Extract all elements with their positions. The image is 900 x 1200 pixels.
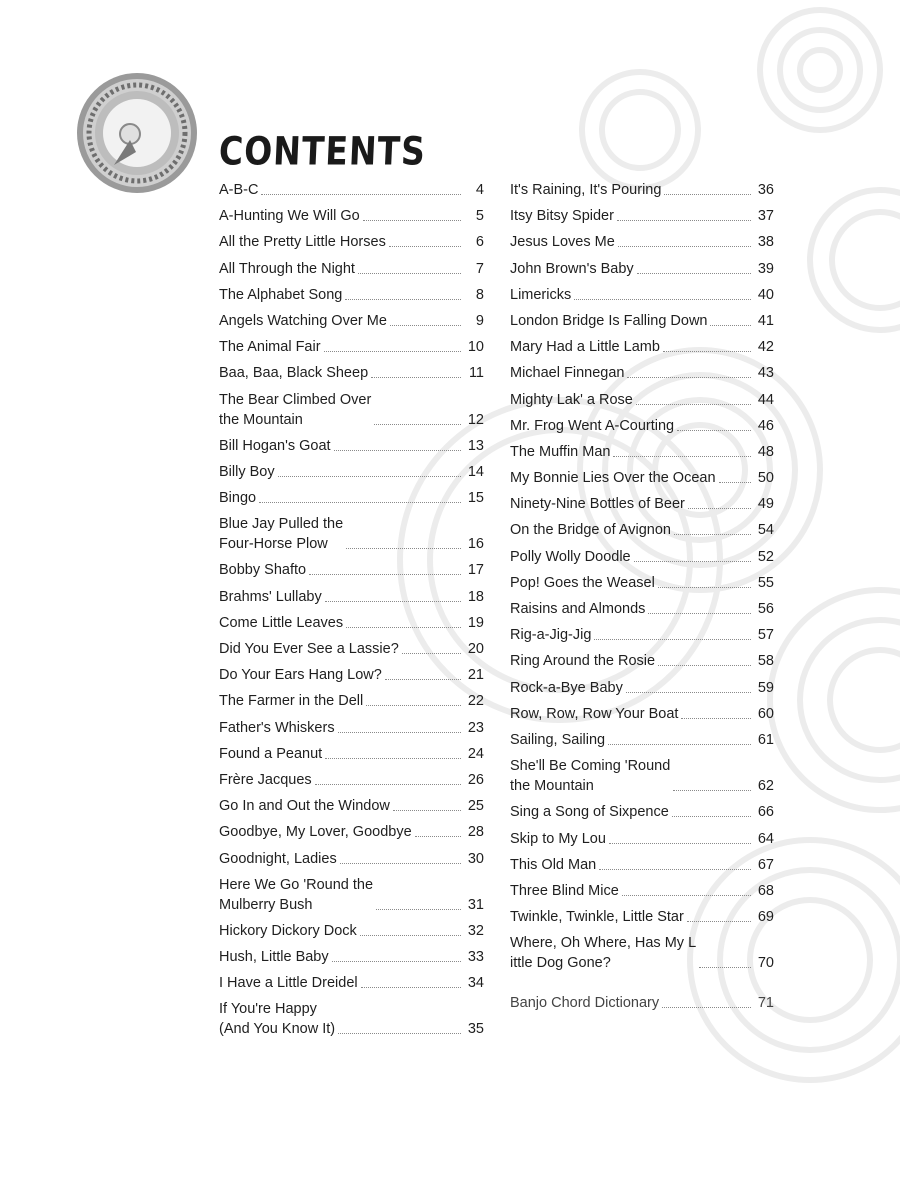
dot-leader [259,501,461,503]
toc-entry [510,180,774,200]
dot-leader [389,245,461,247]
toc-entry-title: Do Your Ears Hang Low? [219,667,382,684]
toc-entry-title: The Muffin Man [510,443,611,460]
toc-entry-title: Three Blind Mice [510,882,619,899]
toc-left-column [219,180,484,1046]
dot-leader [609,842,751,844]
toc-entry [219,390,484,430]
toc-entry-page: 19 [467,614,484,631]
toc-entry-page: 17 [467,562,484,579]
dot-leader [361,986,461,988]
toc-entry-title: The Farmer in the Dell [219,693,364,710]
toc-entry-page: 36 [757,182,774,198]
dot-leader [626,691,751,693]
toc-entry-page: 8 [475,286,484,303]
toc-entry-page: 7 [475,260,484,277]
toc-entry-page: 26 [467,771,484,788]
toc-entry [510,547,774,567]
dot-leader [415,835,461,837]
toc-entry [510,730,774,750]
toc-entry [510,829,774,849]
toc-entry-page: 59 [757,679,774,696]
toc-entry [510,599,774,619]
toc-entry-page: 62 [757,778,774,795]
toc-entry-page: 28 [467,824,484,841]
toc-entry [219,613,484,633]
toc-entry [510,651,774,671]
toc-entry-page: 70 [757,955,774,972]
toc-entry [510,933,774,973]
toc-entry-page: 54 [757,522,774,539]
toc-entry-page: 46 [757,417,774,434]
toc-entry [219,875,484,915]
toc-entry-page: 15 [467,490,484,507]
toc-entry-page: 14 [467,463,484,480]
toc-entry [219,744,484,764]
toc-entry [510,520,774,540]
toc-entry [219,947,484,967]
toc-entry-page: 49 [757,496,774,513]
toc-entry-page: 31 [467,896,484,913]
toc-entry-title: Goodbye, My Lover, Goodbye [219,824,412,841]
toc-entry-title: Row, Row, Row Your Boat [510,705,679,722]
toc-entry [219,587,484,607]
toc-entry-title: Goodnight, Ladies [219,850,337,867]
dot-leader [338,731,461,733]
dot-leader [677,429,751,431]
toc-entry-title: Ring Around the Rosie [510,653,656,670]
dot-leader [637,272,751,274]
dot-leader [608,743,751,745]
toc-entry-page: 25 [467,798,484,815]
toc-entry-title: Bill Hogan's Goat [219,437,331,454]
toc-entry-title: Blue Jay Pulled the Four-Horse Plow [219,516,344,553]
toc-entry [219,311,484,331]
toc-entry-title: It's Raining, It's Pouring [510,182,662,198]
toc-entry-page: 42 [757,339,774,356]
toc-entry-page: 23 [467,719,484,736]
toc-entry [219,639,484,659]
dot-leader [658,664,751,666]
toc-entry [219,691,484,711]
toc-entry-page: 35 [467,1021,484,1038]
toc-entry-title: On the Bridge of Avignon [510,522,671,539]
toc-entry-title: Angels Watching Over Me [219,312,387,329]
toc-entry [219,921,484,941]
toc-entry-title: Rock-a-Bye Baby [510,679,623,696]
toc-entry-title: Go In and Out the Window [219,798,390,815]
toc-entry-page: 33 [467,949,484,966]
toc-entry-page: 55 [757,574,774,591]
toc-entry-title: Sailing, Sailing [510,731,606,748]
toc-entry-title: Hush, Little Baby [219,949,329,966]
toc-entry [510,704,774,724]
toc-entry [510,907,774,927]
dot-leader [594,638,751,640]
toc-entry [510,494,774,514]
dot-leader [360,934,461,936]
dot-leader [366,704,461,706]
toc-entry [510,993,774,1013]
toc-entry [510,206,774,226]
toc-entry-page: 4 [475,182,484,198]
dot-leader [363,219,461,221]
toc-entry [510,678,774,698]
toc-entry-title: The Alphabet Song [219,286,343,303]
toc-entry-title: The Bear Climbed Over the Mountain [219,391,372,428]
toc-entry-title: A-Hunting We Will Go [219,208,360,225]
dot-leader [325,757,461,759]
dot-leader [261,193,461,195]
dot-leader [346,547,461,549]
toc-entry-page: 60 [757,705,774,722]
toc-entry-title: Hickory Dickory Dock [219,922,357,939]
toc-entry [219,849,484,869]
toc-entry-page: 16 [467,536,484,553]
toc-entry-page: 6 [475,234,484,251]
toc-entry [510,468,774,488]
toc-entry-title: Mighty Lak' a Rose [510,391,633,408]
dot-leader [719,481,751,483]
toc-entry-page: 43 [757,365,774,382]
toc-entry [510,756,774,796]
dot-leader [699,966,751,968]
dot-leader [613,455,751,457]
dot-leader [599,868,751,870]
toc-entry-title: All Through the Night [219,260,355,277]
toc-entry [219,973,484,993]
toc-entry-title: London Bridge Is Falling Down [510,312,708,329]
dot-leader [674,533,751,535]
toc-entry [510,337,774,357]
dot-leader [346,626,461,628]
dot-leader [634,560,751,562]
toc-entry-title: My Bonnie Lies Over the Ocean [510,470,716,487]
toc-entry-page: 20 [467,641,484,657]
dot-leader [309,573,461,575]
toc-entry-page: 57 [757,627,774,644]
toc-entry-title: Mary Had a Little Lamb [510,339,660,356]
toc-entry [219,285,484,305]
toc-entry-title: Limericks [510,286,572,303]
toc-entry-title: A-B-C [219,182,259,198]
dot-leader [664,193,751,195]
dot-leader [636,403,751,405]
toc-entry-page: 67 [757,856,774,873]
toc-entry [510,625,774,645]
toc-entry-page: 58 [757,653,774,670]
toc-entry-page: 30 [467,850,484,867]
toc-entry-page: 18 [467,588,484,605]
toc-entry-title: Itsy Bitsy Spider [510,208,614,225]
toc-entry-page: 11 [468,365,484,382]
dot-leader [345,298,461,300]
toc-entry-title: Pop! Goes the Weasel [510,574,655,591]
toc-entry-title: Bobby Shafto [219,562,307,579]
toc-entry-title: All the Pretty Little Horses [219,234,386,251]
toc-entry-title: Polly Wolly Doodle [510,548,631,565]
toc-entry-page: 50 [757,470,774,487]
toc-entry [219,488,484,508]
toc-entry [219,337,484,357]
dot-leader [393,809,461,811]
toc-entry-page: 44 [757,391,774,408]
toc-entry-page: 61 [757,731,774,748]
dot-leader [334,449,461,451]
toc-entry-title: This Old Man [510,856,597,873]
toc-entry-title: Bingo [219,490,257,507]
toc-entry-page: 68 [757,882,774,899]
toc-entry [219,206,484,226]
toc-entry-page: 71 [757,995,774,1012]
dot-leader [324,350,461,352]
toc-entry-page: 5 [475,208,484,225]
dot-leader [338,1032,461,1034]
toc-entry-page: 66 [757,804,774,821]
toc-entry [510,363,774,383]
toc-entry-page: 40 [757,286,774,303]
toc-entry [510,442,774,462]
toc-entry-title: Did You Ever See a Lassie? [219,641,399,657]
toc-entry [510,802,774,822]
toc-entry [510,311,774,331]
toc-entry-page: 64 [757,830,774,847]
toc-entry-page: 22 [467,693,484,710]
dot-leader [315,783,461,785]
toc-entry-page: 38 [757,234,774,251]
toc-entry-title: John Brown's Baby [510,260,634,277]
toc-entry-title: Banjo Chord Dictionary [510,995,660,1012]
toc-entry-title: I Have a Little Dreidel [219,975,358,992]
dot-leader [278,475,461,477]
toc-entry [510,259,774,279]
toc-entry-title: Billy Boy [219,463,275,480]
page-title: CONTENTS [217,128,427,175]
toc-entry-page: 41 [757,312,774,329]
dot-leader [658,586,751,588]
toc-entry-title: Where, Oh Where, Has My L ittle Dog Gone? [510,935,697,972]
dot-leader [627,376,751,378]
toc-entry-page: 12 [467,411,484,428]
toc-entry-page: 10 [467,339,484,356]
toc-entry-title: Michael Finnegan [510,365,625,382]
dot-leader [673,789,751,791]
dot-leader [402,652,461,654]
toc-entry [219,718,484,738]
toc-entry-title: Rig-a-Jig-Jig [510,627,592,644]
toc-entry-page: 69 [757,909,774,926]
dot-leader [390,324,461,326]
toc-entry [510,881,774,901]
dot-leader [672,815,751,817]
toc-entry [219,822,484,842]
toc-entry [510,573,774,593]
toc-entry [219,462,484,482]
dot-leader [617,219,751,221]
toc-entry-title: She'll Be Coming 'Round the Mountain [510,758,671,795]
toc-entry [219,796,484,816]
toc-entry [219,560,484,580]
toc-entry [219,999,484,1039]
toc-entry [219,232,484,252]
toc-entry-title: Baa, Baa, Black Sheep [219,365,369,382]
toc-entry [219,770,484,790]
toc-entry-title: Ninety-Nine Bottles of Beer [510,496,685,513]
toc-entry-title: Jesus Loves Me [510,234,615,251]
toc-entry-page: 24 [467,745,484,762]
toc-entry [510,390,774,410]
toc-entry-page: 37 [757,208,774,225]
dot-leader [648,612,751,614]
toc-entry-title: Father's Whiskers [219,719,335,736]
toc-entry-title: Found a Peanut [219,745,323,762]
toc-entry-title: Mr. Frog Went A-Courting [510,417,675,434]
toc-entry [510,285,774,305]
toc-entry-title: Frère Jacques [219,771,312,788]
toc-entry [219,436,484,456]
toc-entry [510,232,774,252]
toc-entry [219,665,484,685]
toc-entry [219,180,484,200]
toc-entry-page: 39 [757,260,774,277]
dot-leader [325,600,461,602]
toc-entry-page: 48 [757,443,774,460]
dot-leader [374,423,461,425]
dot-leader [687,920,751,922]
dot-leader [622,894,751,896]
toc-entry-title: Brahms' Lullaby [219,588,322,605]
dot-leader [663,350,751,352]
dot-leader [340,862,461,864]
toc-entry-page: 34 [467,975,484,992]
toc-entry-page: 56 [757,601,774,617]
toc-entry-title: The Animal Fair [219,339,321,356]
toc-entry-page: 13 [467,437,484,454]
toc-entry-page: 21 [467,667,484,684]
dot-leader [618,245,751,247]
toc-entry-title: Come Little Leaves [219,614,344,631]
toc-entry [510,855,774,875]
dot-leader [688,507,751,509]
toc-entry [219,514,484,554]
toc-entry-title: Here We Go 'Round the Mulberry Bush [219,876,374,913]
dot-leader [710,324,751,326]
toc-entry-title: Skip to My Lou [510,830,606,847]
toc-entry-title: Raisins and Almonds [510,601,646,617]
dot-leader [371,376,461,378]
toc-entry-page: 52 [757,548,774,565]
dot-leader [332,960,461,962]
toc-entry-page: 9 [475,312,484,329]
dot-leader [574,298,751,300]
toc-entry-page: 32 [467,922,484,939]
banjo-head-icon [74,70,200,196]
toc-entry-title: If You're Happy (And You Know It) [219,1001,336,1038]
toc-right-column [510,180,774,1019]
dot-leader [358,272,461,274]
dot-leader [662,1006,751,1008]
toc-entry-title: Sing a Song of Sixpence [510,804,669,821]
toc-entry [219,363,484,383]
dot-leader [681,717,751,719]
toc-entry-title: Twinkle, Twinkle, Little Star [510,909,684,926]
toc-entry [219,259,484,279]
dot-leader [376,908,461,910]
dot-leader [385,678,461,680]
toc-entry [510,416,774,436]
